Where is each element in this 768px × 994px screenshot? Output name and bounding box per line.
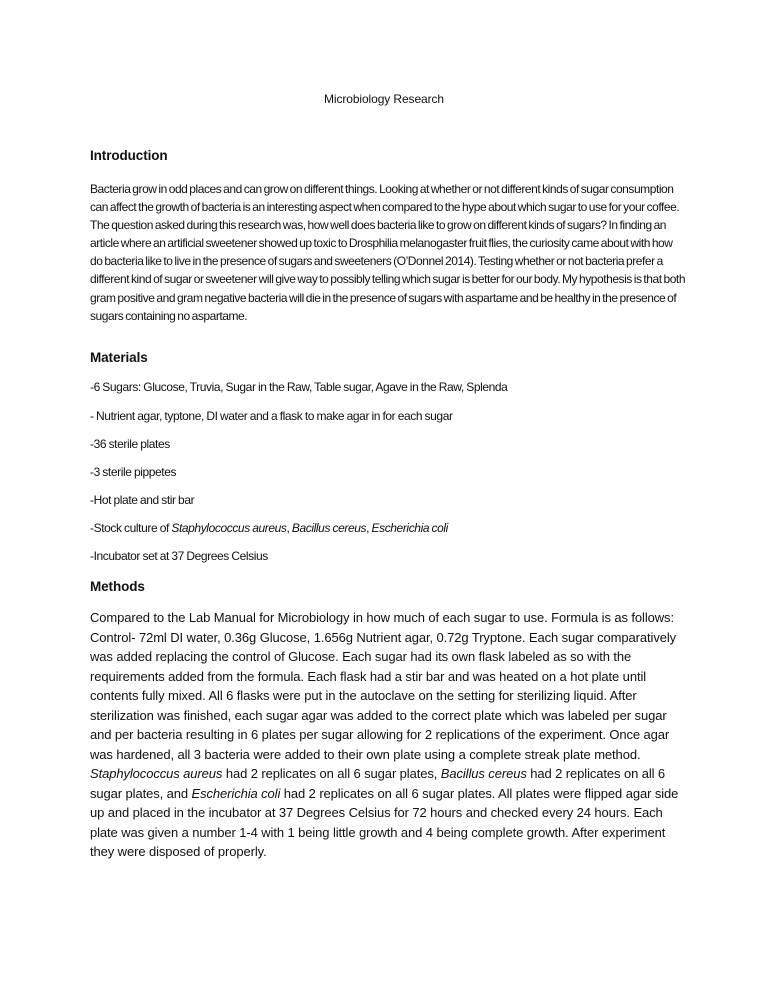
organism-name: Escherichia coli xyxy=(191,785,281,801)
introduction-heading: Introduction xyxy=(90,148,168,163)
organism-name: Bacillus cereus xyxy=(291,521,367,535)
materials-item: -3 sterile pippetes xyxy=(90,465,177,479)
organism-name: Escherichia coli xyxy=(371,521,448,535)
materials-item-culture xyxy=(90,521,448,535)
materials-item: -36 sterile plates xyxy=(90,437,170,451)
culture-prefix: -Stock culture of xyxy=(90,521,172,535)
methods-text: had 2 replicates on all 6 sugar plates, and xyxy=(90,766,666,801)
separator: , xyxy=(366,521,372,535)
materials-item: -6 Sugars: Glucose, Truvia, Sugar in the Raw, Table sugar, Agave in the Raw, Splenda xyxy=(90,380,508,394)
methods-text: had 2 replicates on all 6 sugar plates. All plates were flipped agar side up and placed in the incubator at 37 Degrees Celsius for 72 hours and checked every 24 hours. Each plate was given a number 1-4 with 1 being little growth and 4 being complete growth. After experiment they were disposed of properly. xyxy=(90,785,679,859)
organism-name: Staphylococcus aureus xyxy=(90,766,223,781)
organism-name: Staphylococcus aureus xyxy=(171,521,287,535)
organism-name: Bacillus cereus xyxy=(440,766,527,781)
materials-heading: Materials xyxy=(90,350,148,365)
page-title: Microbiology Research xyxy=(324,92,444,106)
materials-item: - Nutrient agar, typtone, DI water and a flask to make agar in for each sugar xyxy=(90,409,453,423)
introduction-paragraph: Bacteria grow in odd places and can grow on different things. Looking at whether or not different kinds of sugar consumption can affect the growth of bacteria is an interesting aspect when compared to the hype about which sugar to use for your coffee. The question asked during this research was, how well does bacteria like to grow on different kinds of sugars? In finding an article where an artificial sweetener showed up toxic to Drosphilia melanogaster fruit flies, the curiosity came about with how do bacteria like to live in the presence of sugars and sweeteners (O’Donnel 2014). Testing whether or not bacteria prefer a different kind of sugar or sweetener will give way to possibly telling which sugar is better for our body. My hypothesis is that both gram positive and gram negative bacteria will die in the presence of sugars with aspartame and be healthy in the presence of sugars containing no aspartame. xyxy=(90,182,686,323)
methods-paragraph xyxy=(90,608,680,862)
materials-item: -Hot plate and stir bar xyxy=(90,493,195,507)
separator: , xyxy=(286,521,292,535)
materials-item: -Incubator set at 37 Degrees Celsius xyxy=(90,549,268,563)
methods-text: Compared to the Lab Manual for Microbiology in how much of each sugar to use. Formula is as follows: Control- 72ml DI water, 0.36g Glucose, 1.656g Nutrient agar, 0.72g Tryptone. Each sugar comparatively was added replacing the control of Glucose. Each sugar had its own flask labeled as so with the requirements added from the formula. Each flask had a stir bar and was heated on a hot plate until contents fully mixed. All 6 flasks were put in the autoclave on the setting for sterilizing liquid. After sterilization was finished, each sugar agar was added to the correct plate which was labeled per sugar and per bacteria resulting in 6 plates per sugar allowing for 2 replications of the experiment. Once agar was hardened, all 3 bacteria were added to their own plate using a complete streak plate method. xyxy=(90,610,677,762)
methods-heading: Methods xyxy=(90,579,145,594)
methods-text: had 2 replicates on all 6 sugar plates, xyxy=(222,766,441,781)
